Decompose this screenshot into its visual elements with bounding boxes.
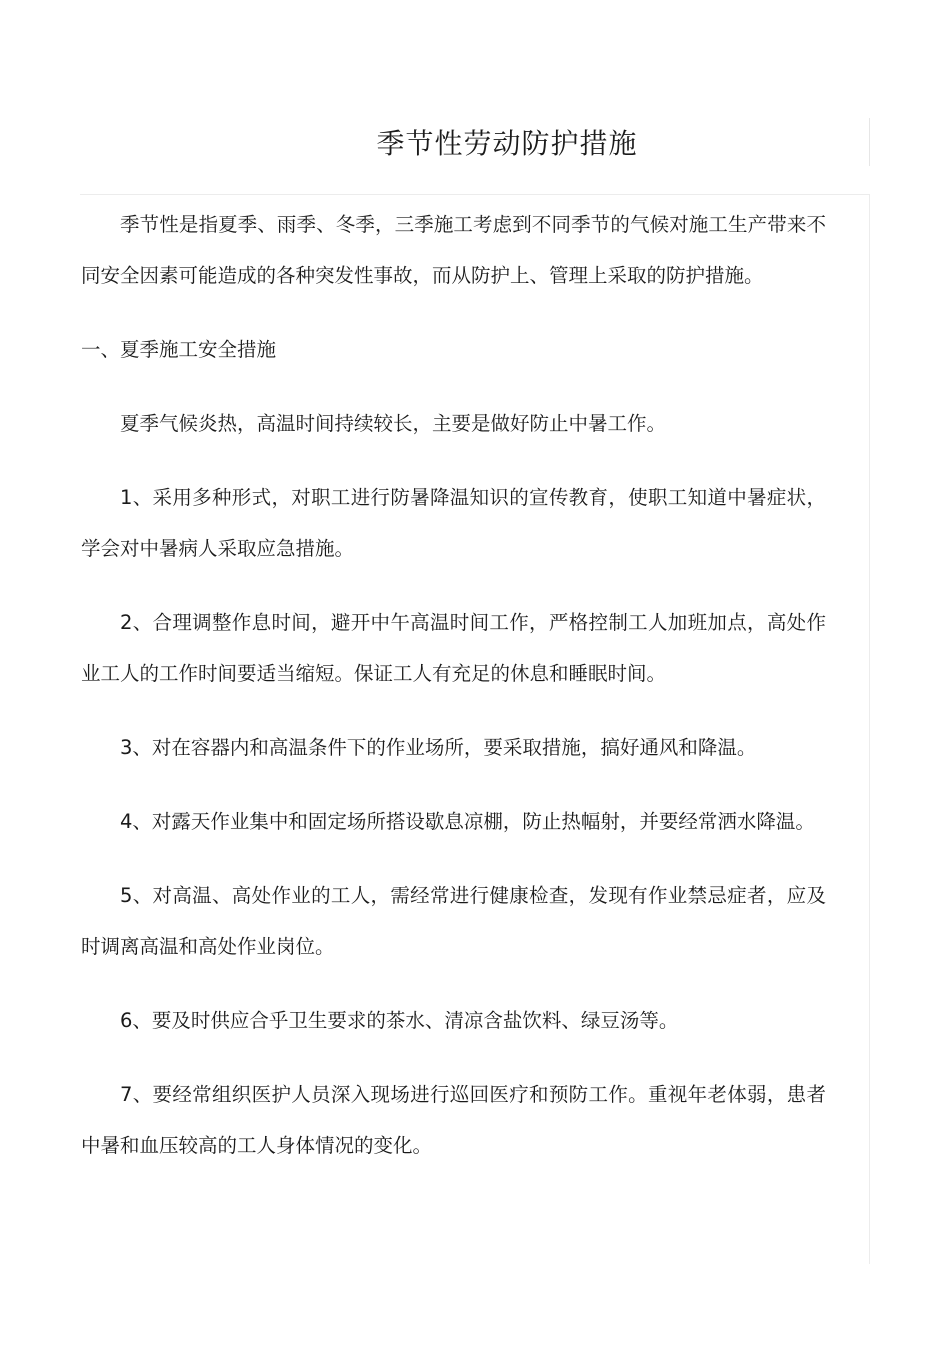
- measure-item-3: 3、对在容器内和高温条件下的作业场所，要采取措施，搞好通风和降温。: [120, 736, 757, 759]
- header-divider: [80, 194, 870, 195]
- section-lead-paragraph: 夏季气候炎热，高温时间持续较长，主要是做好防止中暑工作。: [120, 412, 667, 435]
- document-body: [81, 199, 826, 1194]
- measure-item-6: 6、要及时供应合乎卫生要求的茶水、清凉含盐饮料、绿豆汤等。: [120, 1009, 679, 1032]
- measure-item-4: 4、对露天作业集中和固定场所搭设歇息凉棚，防止热幅射，并要经常洒水降温。: [120, 810, 815, 833]
- measure-item-5: 5、对高温、高处作业的工人，需经常进行健康检查，发现有作业禁忌症者，应及时调离高温和高处作业岗位。: [81, 884, 826, 958]
- section-heading: 一、夏季施工安全措施: [81, 338, 277, 361]
- measure-item-1: 1、采用多种形式，对职工进行防暑降温知识的宣传教育，使职工知道中暑症状，学会对中暑病人采取应急措施。: [81, 486, 826, 560]
- measure-item-2: 2、合理调整作息时间，避开中午高温时间工作，严格控制工人加班加点，高处作业工人的工作时间要适当缩短。保证工人有充足的休息和睡眠时间。: [81, 611, 826, 685]
- document-title: 季节性劳动防护措施: [376, 127, 638, 160]
- intro-paragraph: 季节性是指夏季、雨季、冬季，三季施工考虑到不同季节的气候对施工生产带来不同安全因素可能造成的各种突发性事故，而从防护上、管理上采取的防护措施。: [81, 213, 826, 287]
- measure-item-7: 7、要经常组织医护人员深入现场进行巡回医疗和预防工作。重视年老体弱，患者中暑和血压较高的工人身体情况的变化。: [81, 1083, 826, 1157]
- page-edge-line-right: [869, 194, 870, 1264]
